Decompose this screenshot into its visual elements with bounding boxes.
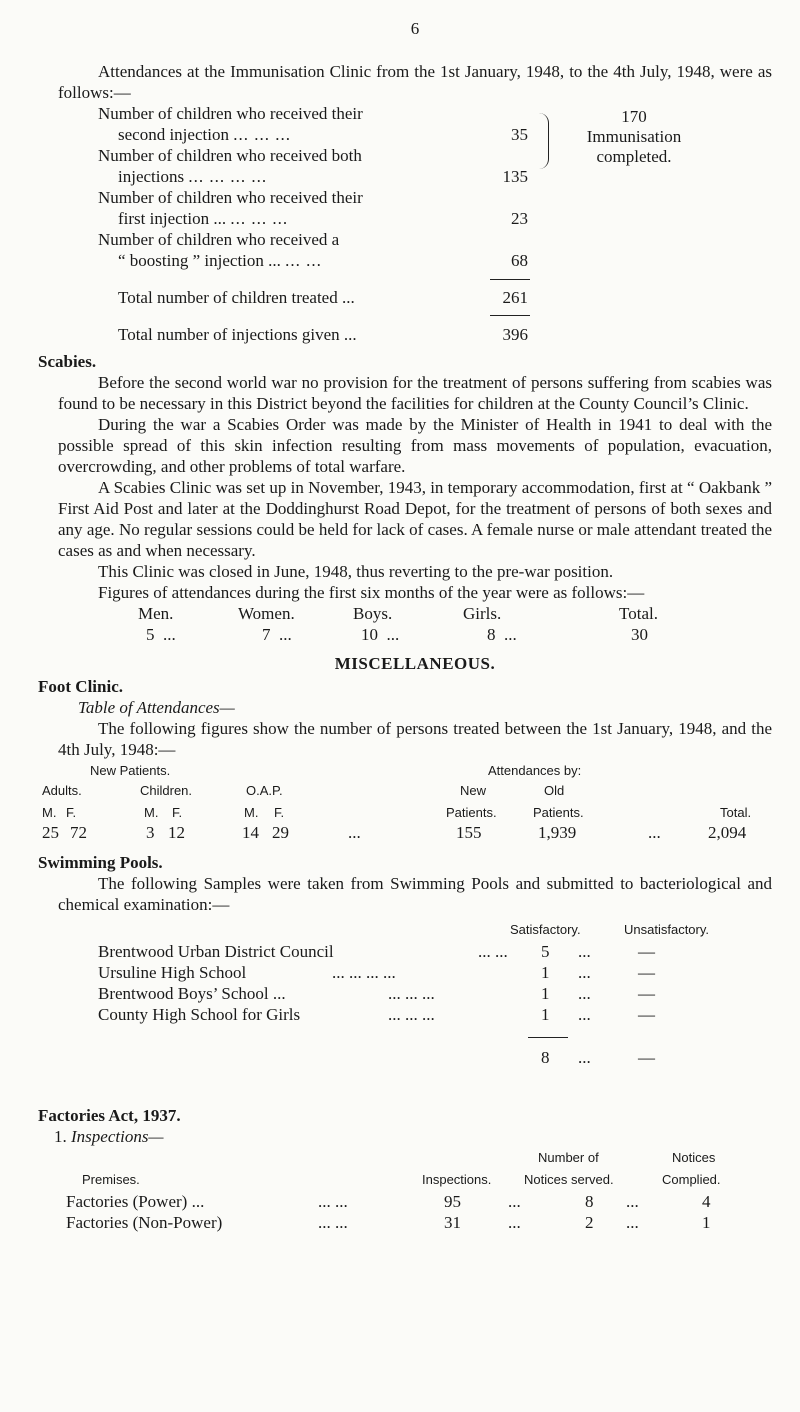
separator: ... (578, 1048, 591, 1067)
imm-label: Number of children who received their (98, 188, 363, 207)
separator: ... (578, 942, 591, 961)
adults-f-value: 72 (70, 823, 87, 842)
col-header: Total. (619, 604, 658, 623)
imm-label-cont: second injection ... ... ... (118, 125, 291, 144)
swimming-row: Brentwood Urban District Council ... ... (98, 942, 508, 961)
complied-value: 4 (702, 1192, 711, 1211)
factory-row-dots: ... ... (318, 1192, 348, 1211)
scabies-paragraph: This Clinic was closed in June, 1948, thus reverting to the pre-war position. (98, 562, 614, 581)
imm-label-cont: injections ... ... ... ... (118, 167, 268, 186)
separator: ... (626, 1213, 639, 1232)
scabies-paragraph: Figures of attendances during the first six months of the year were as follows:— (98, 583, 645, 602)
sat-value: 1 (541, 984, 550, 1003)
imm-label: Number of children who received their (98, 104, 363, 123)
scabies-paragraph: Before the second world war no provision for the treatment of persons suffering from scabies was found to be necessary in this District beyond the facilities for children at the County Council’s Clinic. (58, 373, 772, 413)
attendances-by-header: Attendances by: (488, 763, 582, 778)
scabies-paragraph: During the war a Scabies Order was made by the Minister of Health in 1941 to deal with the possible spread of this skin infection resulting from mass movements of population, evacuation, overcrowding, and other problems of total warfare. (58, 415, 772, 476)
adults-header: Adults. (42, 783, 82, 798)
imm-label-cont: first injection ... ... ... ... (118, 209, 289, 228)
inspections-value: 31 (444, 1213, 461, 1232)
cell: 10 ... (361, 625, 400, 644)
col-header: Women. (238, 604, 295, 623)
separator: ... (348, 823, 361, 842)
sat-total: 8 (541, 1048, 550, 1067)
inspections-header: Inspections. (422, 1172, 492, 1187)
children-f-value: 12 (168, 823, 185, 842)
foot-clinic-paragraph: The following figures show the number of persons treated between the 1st January, 1948, and the 4th July, 1948:— (58, 719, 772, 759)
document-page (38, 18, 772, 1237)
total-header: Total. (720, 805, 752, 820)
m-header: M. (144, 805, 159, 820)
col-header: Boys. (353, 604, 393, 623)
col-header: Men. (138, 604, 174, 623)
swimming-row: Brentwood Boys’ School ... ... ... ... (98, 984, 435, 1003)
imm-value: 135 (502, 167, 528, 186)
separator: ... (578, 984, 591, 1003)
factories-act-heading: Factories Act, 1937. (38, 1106, 181, 1125)
unsat-value: — (638, 984, 655, 1003)
served-value: 2 (585, 1213, 594, 1232)
immunisation-table (58, 103, 772, 347)
m-header: M. (42, 805, 57, 820)
separator: ... (578, 1005, 591, 1024)
total-injections-value: 396 (502, 325, 528, 344)
swimming-row: County High School for Girls ... ... ... (98, 1005, 435, 1024)
scabies-values-row (138, 624, 658, 645)
inspections-value: 95 (444, 1192, 461, 1211)
sat-value: 5 (541, 942, 550, 961)
swimming-paragraph: The following Samples were taken from Swimming Pools and submitted to bacteriological and chemical examination:— (58, 874, 772, 914)
separator: ... (648, 823, 661, 842)
scabies-table (138, 603, 658, 645)
page-number: 6 (410, 19, 420, 38)
sat-value: 1 (541, 963, 550, 982)
new-header: New (460, 783, 487, 798)
unsat-value: — (638, 963, 655, 982)
notices-complied-header-1: Notices (672, 1150, 716, 1165)
factories-table (58, 1147, 772, 1237)
patients-header: Patients. (533, 805, 584, 820)
factory-row-name: Factories (Non-Power) (66, 1213, 223, 1232)
separator: ... (626, 1192, 639, 1211)
oap-m-value: 14 (242, 823, 259, 842)
imm-label: Number of children who received a (98, 230, 340, 249)
unsat-value: — (638, 942, 655, 961)
f-header: F. (172, 805, 183, 820)
foot-clinic-heading: Foot Clinic. (38, 677, 123, 696)
brace (536, 113, 549, 169)
scabies-heading: Scabies. (38, 352, 97, 371)
imm-label-cont: “ boosting ” injection ... ... ... (118, 251, 322, 270)
total-injections-label: Total number of injections given ... (118, 325, 357, 344)
scabies-header-row (138, 603, 658, 624)
table-of-attendances-heading: Table of Attendances— (78, 698, 235, 717)
satisfactory-header: Satisfactory. (510, 922, 581, 937)
total-treated-label: Total number of children treated ... (118, 288, 355, 307)
notices-served-header-2: Notices served. (524, 1172, 614, 1187)
imm-value: 23 (511, 209, 528, 228)
premises-header: Premises. (82, 1172, 140, 1187)
separator: ... (578, 963, 591, 982)
new-patients-value: 155 (456, 823, 482, 842)
unsat-value: — (638, 1005, 655, 1024)
factory-row-name: Factories (Power) ... (66, 1192, 205, 1211)
children-header: Children. (140, 783, 193, 798)
notices-served-header-1: Number of (538, 1150, 599, 1165)
m-header: M. (244, 805, 259, 820)
old-header: Old (544, 783, 565, 798)
col-header: Girls. (463, 604, 502, 623)
f-header: F. (66, 805, 77, 820)
imm-label: Number of children who received both (98, 146, 362, 165)
total-treated-value: 261 (502, 288, 528, 307)
immunisation-completed-note: 170 Immunisation completed. (586, 107, 682, 166)
cell: 7 ... (262, 625, 292, 644)
cell: 8 ... (487, 625, 517, 644)
unsat-total: — (638, 1048, 655, 1067)
foot-total-value: 2,094 (708, 823, 747, 842)
swimming-table (58, 915, 772, 1085)
cell: 30 (631, 625, 648, 644)
imm-value: 35 (511, 125, 528, 144)
oap-f-value: 29 (272, 823, 289, 842)
foot-clinic-table (42, 760, 772, 850)
new-patients-header: New Patients. (90, 763, 171, 778)
separator: ... (508, 1192, 521, 1211)
adults-m-value: 25 (42, 823, 59, 842)
swimming-row: Ursuline High School ... ... ... ... (98, 963, 396, 982)
divider (490, 315, 530, 316)
sat-value: 1 (541, 1005, 550, 1024)
patients-header: Patients. (446, 805, 497, 820)
inspections-subheading: 1. Inspections— (54, 1127, 164, 1146)
served-value: 8 (585, 1192, 594, 1211)
oap-header: O.A.P. (246, 783, 283, 798)
miscellaneous-heading: MISCELLANEOUS. (334, 654, 496, 673)
unsatisfactory-header: Unsatisfactory. (624, 922, 710, 937)
old-patients-value: 1,939 (538, 823, 577, 842)
complied-value: 1 (702, 1213, 711, 1232)
children-m-value: 3 (146, 823, 155, 842)
separator: ... (508, 1213, 521, 1232)
divider (490, 279, 530, 280)
factory-row-dots: ... ... (318, 1213, 348, 1232)
cell: 5 ... (146, 625, 176, 644)
immunisation-intro: Attendances at the Immunisation Clinic from the 1st January, 1948, to the 4th July, 1948, were as follows:— (58, 62, 772, 102)
swimming-pools-heading: Swimming Pools. (38, 853, 163, 872)
f-header: F. (274, 805, 285, 820)
notices-complied-header-2: Complied. (662, 1172, 721, 1187)
divider (528, 1037, 568, 1038)
imm-value: 68 (511, 251, 528, 270)
scabies-paragraph: A Scabies Clinic was set up in November, 1943, in temporary accommodation, first at “ Oakbank ” First Aid Post and later at the Doddinghurst Road Depot, for the treatment of persons of both sexes and any age. No regular sessions could be held for lack of cases. A female nurse or male attendant treated the cases as and when necessary. (58, 478, 772, 560)
